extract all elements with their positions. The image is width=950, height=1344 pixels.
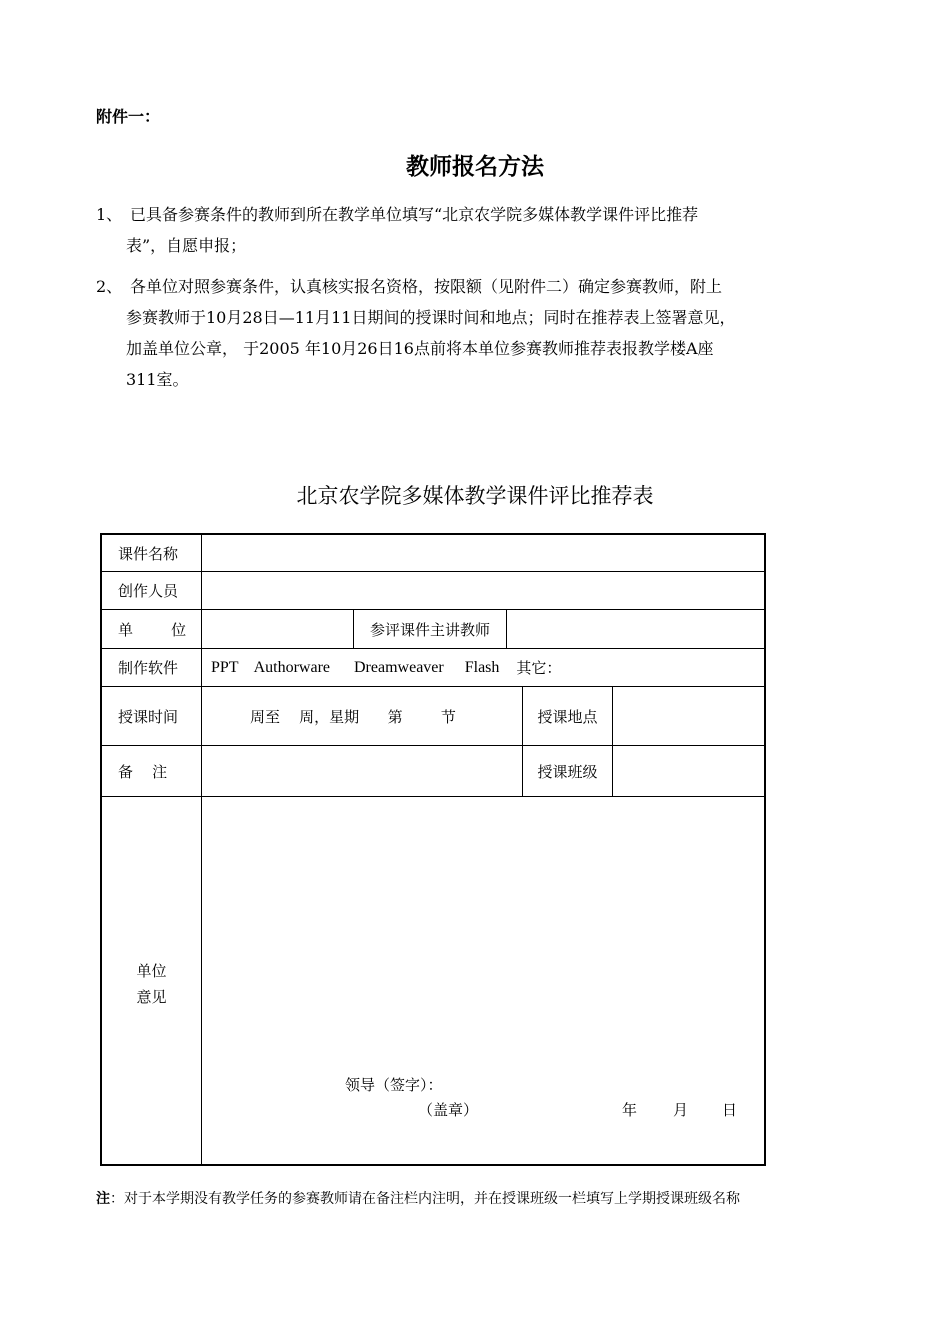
teaching-time-field[interactable]: 周至 周，星期 第 节 <box>250 707 456 726</box>
note-text: ：对于本学期没有教学任务的参赛教师请在备注栏内注明，并在授课班级一栏填写上学期授课班级名称 <box>110 1191 740 1207</box>
teaching-place-field[interactable] <box>613 687 763 745</box>
software-authorware[interactable]: Authorware <box>253 658 330 676</box>
form-title: 北京农学院多媒体教学课件评比推荐表 <box>296 484 654 508</box>
creator-field[interactable] <box>203 572 763 609</box>
document-title: 教师报名方法 <box>406 154 544 180</box>
label-teaching-class: 授课班级 <box>537 762 598 781</box>
item-line: 311室。 <box>126 370 189 389</box>
label-unit-opinion <box>102 958 201 1010</box>
teaching-class-field[interactable] <box>613 746 763 796</box>
item-line: 加盖单位公章， 于2005 年10月26日16点前将本单位参赛教师推荐表报教学楼A座 <box>126 339 714 358</box>
unit-field[interactable] <box>203 610 353 648</box>
item-line: 各单位对照参赛条件，认真核实报名资格，按限额（见附件二）确定参赛教师，附上 <box>130 277 723 296</box>
label-teaching-place: 授课地点 <box>537 707 598 726</box>
software-flash[interactable]: Flash <box>464 658 500 676</box>
label-software: 制作软件 <box>118 659 179 677</box>
date-year-label: 年 <box>622 1101 638 1119</box>
courseware-name-field[interactable] <box>203 535 763 571</box>
instruction-item-2 <box>96 271 876 395</box>
label-teaching-time: 授课时间 <box>118 707 179 726</box>
label-remarks: 备 注 <box>118 762 168 781</box>
label-unit: 单 位 <box>118 620 187 639</box>
item-line: 参赛教师于10月28日—11月11日期间的授课时间和地点；同时在推荐表上签署意见， <box>126 308 736 327</box>
label-lead-teacher: 参评课件主讲教师 <box>369 620 490 639</box>
seal-label: （盖章） <box>418 1101 479 1119</box>
footnote <box>96 1190 866 1208</box>
software-options <box>211 649 561 686</box>
item-number: 2、 <box>96 277 123 296</box>
remarks-field[interactable] <box>203 746 522 796</box>
software-dreamweaver[interactable]: Dreamweaver <box>354 658 444 676</box>
date-day-label: 日 <box>722 1101 738 1119</box>
date-month-label: 月 <box>673 1101 689 1119</box>
label-creator: 创作人员 <box>118 582 179 600</box>
item-line: 已具备参赛条件的教师到所在教学单位填写“北京农学院多媒体教学课件评比推荐 <box>130 205 699 224</box>
software-ppt[interactable]: PPT <box>211 658 239 676</box>
opinion-label-line: 单位 <box>136 962 167 980</box>
attachment-label: 附件一： <box>96 107 161 126</box>
note-label: 注 <box>96 1191 110 1207</box>
software-other[interactable]: 其它： <box>516 659 562 677</box>
item-line: 表”，自愿申报； <box>126 236 247 255</box>
label-courseware-name: 课件名称 <box>118 544 179 563</box>
lead-teacher-field[interactable] <box>507 610 763 648</box>
instruction-item-1 <box>96 199 876 261</box>
opinion-label-line: 意见 <box>136 988 167 1006</box>
leader-signature-label: 领导（签字）： <box>345 1076 443 1094</box>
item-number: 1、 <box>96 205 123 224</box>
